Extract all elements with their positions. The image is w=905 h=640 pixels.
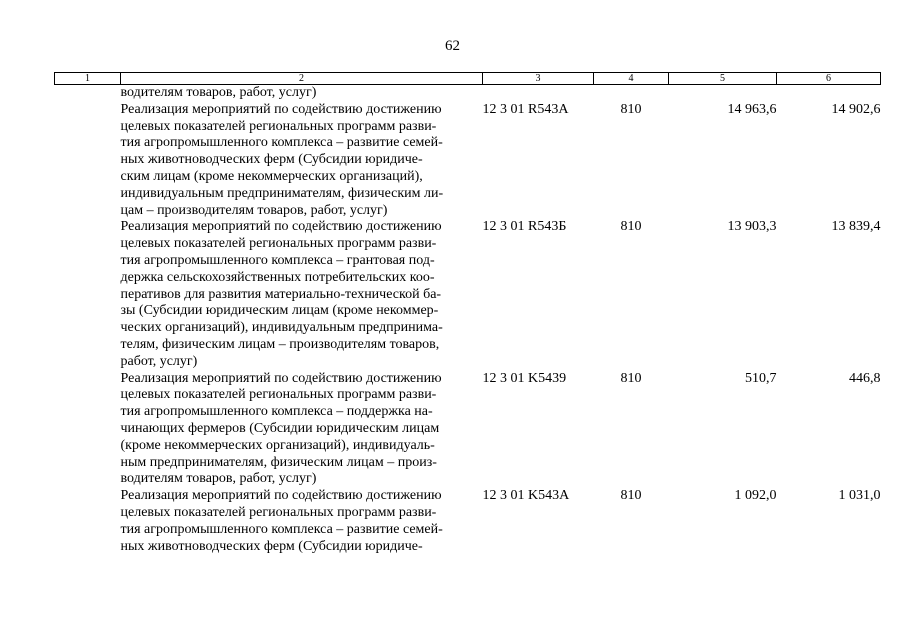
item-name-line: целевых показателей региональных программ разви- <box>120 236 437 252</box>
item-name-cell <box>121 371 483 489</box>
expense-type-cell: 810 <box>620 488 642 504</box>
item-name-line: водителям товаров, работ, услуг) <box>120 471 317 487</box>
column-header-1: 1 <box>55 73 121 85</box>
item-name-line: целевых показателей региональных программ разви- <box>120 118 437 134</box>
column-header-6: 6 <box>777 73 881 85</box>
expense-type-cell: 810 <box>620 219 642 235</box>
target-code-cell: 12 3 01 R543Б <box>482 219 567 235</box>
item-name-line: ным предпринимателям, физическим лицам – произ- <box>120 454 437 470</box>
item-name-cell <box>121 219 483 370</box>
item-name-line: работ, услуг) <box>120 353 198 369</box>
item-name-line: Реализация мероприятий по содействию достижению <box>120 101 442 117</box>
item-name-line: тия агропромышленного комплекса – поддержка на- <box>120 404 433 420</box>
amount-1-cell: 14 963,6 <box>727 101 777 117</box>
item-name-cell <box>121 102 483 220</box>
item-name-line: тия агропромышленного комплекса – развитие семей- <box>120 135 443 151</box>
amount-2-cell <box>777 85 881 102</box>
item-name-line: перативов для развития материально-технической ба- <box>120 286 442 302</box>
item-name-line: ных животноводческих ферм (Субсидии юридиче- <box>120 152 423 168</box>
table-body <box>55 85 881 556</box>
item-name-line: индивидуальным предпринимателям, физическим ли- <box>120 185 444 201</box>
expense-type-cell <box>594 85 669 102</box>
budget-table <box>54 72 881 555</box>
item-name-line: целевых показателей региональных программ разви- <box>120 387 437 403</box>
table-row <box>55 85 881 102</box>
table-row <box>55 371 881 489</box>
amount-1-cell: 13 903,3 <box>727 219 777 235</box>
column-header-3: 3 <box>483 73 594 85</box>
expense-type-cell: 810 <box>620 101 642 117</box>
row-index-cell <box>55 488 121 555</box>
item-name-line: цам – производителям товаров, работ, услуг) <box>120 202 388 218</box>
item-name-line: целевых показателей региональных программ разви- <box>120 504 437 520</box>
table-row <box>55 488 881 555</box>
item-name-line: тия агропромышленного комплекса – грантовая под- <box>120 252 435 268</box>
amount-2-cell: 446,8 <box>849 370 881 386</box>
table-row <box>55 219 881 370</box>
item-name-line: ческих организаций), индивидуальным предпринима- <box>120 320 443 336</box>
column-header-5: 5 <box>669 73 777 85</box>
item-name-line: (кроме некоммерческих организаций), индивидуаль- <box>120 437 435 453</box>
target-code-cell <box>483 85 594 102</box>
expense-type-cell: 810 <box>620 370 642 386</box>
item-name-line: ных животноводческих ферм (Субсидии юридиче- <box>120 538 423 554</box>
target-code-cell: 12 3 01 R543А <box>482 101 569 117</box>
item-name-cell <box>121 488 483 555</box>
target-code-cell: 12 3 01 K5439 <box>482 370 567 386</box>
amount-2-cell: 14 902,6 <box>831 101 881 117</box>
item-name-line: Реализация мероприятий по содействию достижению <box>120 488 442 504</box>
item-name-cell <box>121 85 483 102</box>
table-row <box>55 102 881 220</box>
item-name-line: Реализация мероприятий по содействию достижению <box>120 370 442 386</box>
amount-1-cell: 510,7 <box>745 370 777 386</box>
row-index-cell <box>55 371 121 489</box>
page-number: 62 <box>445 38 460 54</box>
row-index-cell <box>55 102 121 220</box>
item-name-line: тия агропромышленного комплекса – развитие семей- <box>120 521 443 537</box>
amount-2-cell: 1 031,0 <box>838 488 881 504</box>
item-name-line: водителям товаров, работ, услуг) <box>120 85 317 100</box>
item-name-line: чинающих фермеров (Субсидии юридическим лицам <box>120 420 440 436</box>
amount-1-cell <box>669 85 777 102</box>
column-header-4: 4 <box>594 73 669 85</box>
row-index-cell <box>55 85 121 102</box>
row-index-cell <box>55 219 121 370</box>
header-row <box>55 73 881 85</box>
target-code-cell: 12 3 01 K543А <box>482 488 570 504</box>
item-name-line: зы (Субсидии юридическим лицам (кроме некоммер- <box>120 303 439 319</box>
column-header-2: 2 <box>121 73 483 85</box>
item-name-line: держка сельскохозяйственных потребительских коо- <box>120 269 435 285</box>
item-name-line: ским лицам (кроме некоммерческих организаций), <box>120 168 423 184</box>
item-name-line: Реализация мероприятий по содействию достижению <box>120 219 442 235</box>
item-name-line: телям, физическим лицам – производителям товаров, <box>120 336 440 352</box>
amount-2-cell: 13 839,4 <box>831 219 881 235</box>
amount-1-cell: 1 092,0 <box>734 488 777 504</box>
